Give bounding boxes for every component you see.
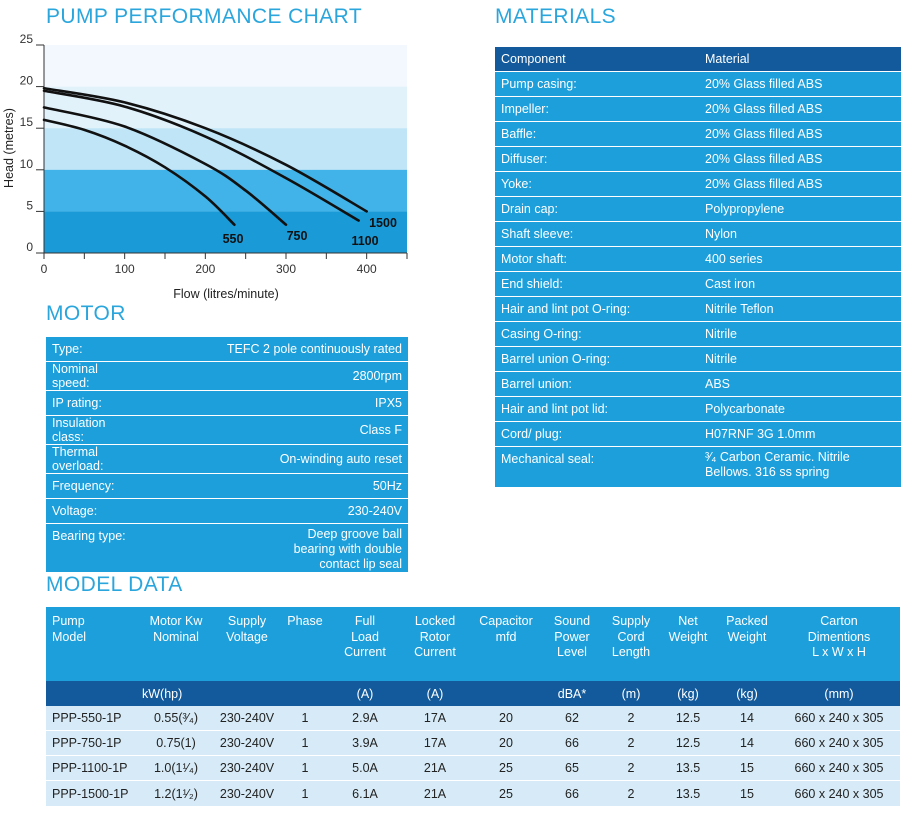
materials-component: Impeller: bbox=[495, 97, 699, 122]
materials-row bbox=[495, 397, 901, 422]
model-header-cell bbox=[778, 607, 900, 681]
materials-header-material: Material bbox=[699, 47, 901, 72]
materials-component: Barrel union O-ring: bbox=[495, 347, 699, 372]
materials-material: Nylon bbox=[699, 222, 901, 247]
motor-table bbox=[46, 337, 408, 572]
model-header-cell bbox=[470, 607, 542, 681]
model-unit-cell bbox=[46, 681, 138, 706]
motor-row bbox=[46, 362, 408, 391]
model-unit-cell: (m) bbox=[602, 681, 660, 706]
materials-component: Pump casing: bbox=[495, 72, 699, 97]
model-unit-cell: (kg) bbox=[716, 681, 778, 706]
pump-performance-chart bbox=[0, 30, 420, 310]
model-cell: 2 bbox=[602, 756, 660, 781]
model-unit-cell: (kg) bbox=[660, 681, 716, 706]
model-cell: 21A bbox=[400, 781, 470, 806]
model-header-line: Power bbox=[554, 629, 590, 644]
model-cell: 0.55(³⁄₄) bbox=[138, 706, 214, 731]
materials-component: Motor shaft: bbox=[495, 247, 699, 272]
model-cell: 660 x 240 x 305 bbox=[778, 731, 900, 756]
y-tick-label: 0 bbox=[26, 240, 33, 254]
model-header-row bbox=[46, 607, 900, 681]
model-header-line: Motor Kw bbox=[149, 614, 203, 628]
materials-table bbox=[495, 47, 901, 487]
model-cell: 25 bbox=[470, 756, 542, 781]
model-unit-cell: (A) bbox=[330, 681, 400, 706]
x-tick-label: 100 bbox=[114, 262, 135, 276]
model-header-cell bbox=[138, 607, 214, 681]
model-header-line: Cord bbox=[617, 629, 645, 644]
x-axis-title: Flow (litres/minute) bbox=[173, 287, 279, 301]
materials-component: Hair and lint pot lid: bbox=[495, 397, 699, 422]
model-cell: 20 bbox=[470, 706, 542, 731]
model-header-cell bbox=[660, 607, 716, 681]
model-cell: 0.75(1) bbox=[138, 731, 214, 756]
series-label-1500: 1500 bbox=[369, 216, 397, 230]
y-tick-label: 10 bbox=[19, 156, 33, 171]
motor-label: Bearing type: bbox=[52, 529, 126, 543]
materials-component: Diffuser: bbox=[495, 147, 699, 172]
motor-label: Nominal speed: bbox=[46, 362, 132, 391]
motor-label: Insulation class: bbox=[46, 416, 132, 445]
model-header-cell bbox=[716, 607, 778, 681]
model-cell: 1.0(1¹⁄₄) bbox=[138, 756, 214, 781]
motor-row bbox=[46, 445, 408, 474]
motor-value: 2800rpm bbox=[132, 362, 408, 391]
materials-component: Hair and lint pot O-ring: bbox=[495, 297, 699, 322]
motor-title: MOTOR bbox=[46, 302, 126, 325]
model-header-line: Voltage bbox=[226, 629, 268, 644]
model-cell: 5.0A bbox=[330, 756, 400, 781]
materials-component: Yoke: bbox=[495, 172, 699, 197]
model-cell: 62 bbox=[542, 706, 602, 731]
model-cell: 13.5 bbox=[660, 781, 716, 806]
model-header-line: Pump bbox=[52, 614, 85, 628]
motor-row bbox=[46, 499, 408, 524]
model-header-line: Load bbox=[351, 629, 379, 644]
y-tick-label: 5 bbox=[26, 198, 33, 213]
materials-row bbox=[495, 322, 901, 347]
model-header-line: Packed bbox=[726, 614, 768, 628]
materials-material: ABS bbox=[699, 372, 901, 397]
model-cell: 21A bbox=[400, 756, 470, 781]
materials-material: 20% Glass filled ABS bbox=[699, 172, 901, 197]
materials-row bbox=[495, 447, 901, 487]
model-unit-cell: (A) bbox=[400, 681, 470, 706]
model-header-cell bbox=[602, 607, 660, 681]
materials-row bbox=[495, 297, 901, 322]
model-header-cell bbox=[280, 607, 330, 681]
model-data-title: MODEL DATA bbox=[46, 573, 183, 596]
model-cell: PPP-750-1P bbox=[46, 731, 138, 756]
model-cell: 12.5 bbox=[660, 706, 716, 731]
model-cell: 230-240V bbox=[214, 706, 280, 731]
materials-row bbox=[495, 122, 901, 147]
model-row bbox=[46, 756, 900, 781]
model-header-cell bbox=[542, 607, 602, 681]
model-cell: 66 bbox=[542, 731, 602, 756]
model-header-line: Current bbox=[344, 645, 386, 659]
motor-value: TEFC 2 pole continuously rated bbox=[132, 337, 408, 362]
materials-material: Nitrile Teflon bbox=[699, 297, 901, 322]
model-cell: 15 bbox=[716, 756, 778, 781]
model-cell: 2 bbox=[602, 706, 660, 731]
model-header-line: Phase bbox=[287, 614, 323, 628]
model-cell: 2.9A bbox=[330, 706, 400, 731]
motor-value: Class F bbox=[132, 416, 408, 445]
model-cell: 1.2(1¹⁄₂) bbox=[138, 781, 214, 806]
model-header-line: Supply bbox=[611, 614, 651, 628]
model-cell: 14 bbox=[716, 731, 778, 756]
materials-row bbox=[495, 422, 901, 447]
model-cell: 17A bbox=[400, 706, 470, 731]
model-header-line: Carton bbox=[820, 614, 858, 628]
model-header-line: Locked bbox=[414, 614, 456, 628]
motor-value: IPX5 bbox=[132, 391, 408, 416]
motor-value: 230-240V bbox=[132, 499, 408, 524]
model-cell: 20 bbox=[470, 731, 542, 756]
model-cell: 1 bbox=[280, 781, 330, 806]
model-cell: 25 bbox=[470, 781, 542, 806]
materials-row bbox=[495, 247, 901, 272]
model-row bbox=[46, 706, 900, 731]
chart-title: PUMP PERFORMANCE CHART bbox=[46, 5, 363, 28]
model-header-cell bbox=[400, 607, 470, 681]
model-row bbox=[46, 731, 900, 756]
model-header-line: Full bbox=[354, 614, 376, 628]
materials-component: Barrel union: bbox=[495, 372, 699, 397]
x-tick-label: 0 bbox=[40, 262, 48, 276]
model-cell: 660 x 240 x 305 bbox=[778, 781, 900, 806]
materials-material: 20% Glass filled ABS bbox=[699, 72, 901, 97]
motor-label: Frequency: bbox=[46, 474, 132, 499]
materials-title: MATERIALS bbox=[495, 5, 617, 28]
model-cell: 12.5 bbox=[660, 731, 716, 756]
model-cell: 17A bbox=[400, 731, 470, 756]
model-cell: 2 bbox=[602, 731, 660, 756]
model-cell: 1 bbox=[280, 731, 330, 756]
model-header-line: mfd bbox=[495, 629, 517, 644]
materials-component: Baffle: bbox=[495, 122, 699, 147]
materials-row bbox=[495, 172, 901, 197]
materials-material: 20% Glass filled ABS bbox=[699, 97, 901, 122]
model-cell: 660 x 240 x 305 bbox=[778, 756, 900, 781]
model-cell: 66 bbox=[542, 781, 602, 806]
motor-row bbox=[46, 337, 408, 362]
model-header-line: Rotor bbox=[419, 629, 451, 644]
model-unit-cell bbox=[214, 681, 280, 706]
materials-component: Mechanical seal: bbox=[501, 452, 595, 466]
y-axis-title: Head (metres) bbox=[2, 108, 16, 188]
model-cell: 13.5 bbox=[660, 756, 716, 781]
y-tick-label: 25 bbox=[19, 32, 33, 46]
materials-row bbox=[495, 197, 901, 222]
model-header-line: Dimentions bbox=[807, 629, 871, 644]
materials-material: Polypropylene bbox=[699, 197, 901, 222]
materials-header-row bbox=[495, 47, 901, 72]
materials-row bbox=[495, 272, 901, 297]
model-header-line: Weight bbox=[668, 629, 708, 644]
model-cell: PPP-1100-1P bbox=[46, 756, 138, 781]
model-cell: 230-240V bbox=[214, 756, 280, 781]
materials-row bbox=[495, 222, 901, 247]
model-cell: 2 bbox=[602, 781, 660, 806]
motor-row bbox=[46, 474, 408, 499]
model-cell: 1 bbox=[280, 706, 330, 731]
model-cell: 65 bbox=[542, 756, 602, 781]
model-header-line: Nominal bbox=[153, 629, 199, 644]
model-cell: 1 bbox=[280, 756, 330, 781]
motor-label: IP rating: bbox=[46, 391, 132, 416]
motor-label: Type: bbox=[46, 337, 132, 362]
motor-label: Voltage: bbox=[46, 499, 132, 524]
model-header-line: Length bbox=[611, 645, 651, 659]
model-header-line: L x W x H bbox=[812, 645, 866, 659]
motor-value: 50Hz bbox=[132, 474, 408, 499]
model-unit-cell bbox=[470, 681, 542, 706]
motor-value: On-winding auto reset bbox=[132, 445, 408, 474]
materials-component: Cord/ plug: bbox=[495, 422, 699, 447]
model-header-line: Capacitor bbox=[479, 614, 533, 628]
materials-row bbox=[495, 97, 901, 122]
motor-row bbox=[46, 391, 408, 416]
x-tick-label: 400 bbox=[356, 262, 377, 276]
materials-header-component: Component bbox=[495, 47, 699, 72]
x-tick-label: 200 bbox=[195, 262, 216, 276]
model-cell: 14 bbox=[716, 706, 778, 731]
materials-material: 20% Glass filled ABS bbox=[699, 147, 901, 172]
model-cell: 230-240V bbox=[214, 781, 280, 806]
model-header-line: Weight bbox=[727, 629, 767, 644]
series-label-1100: 1100 bbox=[351, 234, 379, 248]
model-cell: 15 bbox=[716, 781, 778, 806]
model-cell: 660 x 240 x 305 bbox=[778, 706, 900, 731]
materials-component: Drain cap: bbox=[495, 197, 699, 222]
materials-component: Casing O-ring: bbox=[495, 322, 699, 347]
model-header-line: Net bbox=[678, 614, 698, 628]
model-cell: PPP-550-1P bbox=[46, 706, 138, 731]
model-header-line: Sound bbox=[553, 614, 591, 628]
materials-row bbox=[495, 372, 901, 397]
motor-label: Thermal overload: bbox=[46, 445, 132, 474]
materials-component: Shaft sleeve: bbox=[495, 222, 699, 247]
model-cell: PPP-1500-1P bbox=[46, 781, 138, 806]
motor-value: Deep groove ball bearing with double contact lip seal bbox=[293, 527, 402, 571]
model-header-cell bbox=[214, 607, 280, 681]
model-header-cell bbox=[46, 607, 138, 681]
motor-row bbox=[46, 524, 408, 572]
y-tick-label: 20 bbox=[19, 73, 33, 88]
motor-row bbox=[46, 416, 408, 445]
model-cell: 230-240V bbox=[214, 731, 280, 756]
chart-background-bands bbox=[44, 45, 407, 253]
model-header-line: Supply bbox=[227, 614, 267, 628]
materials-material: Nitrile bbox=[699, 347, 901, 372]
model-data-table bbox=[46, 607, 900, 806]
model-unit-cell: (mm) bbox=[778, 681, 900, 706]
y-tick-label: 15 bbox=[19, 115, 33, 130]
materials-component: End shield: bbox=[495, 272, 699, 297]
chart-band bbox=[44, 45, 407, 87]
model-header-cell bbox=[330, 607, 400, 681]
materials-material: H07RNF 3G 1.0mm bbox=[699, 422, 901, 447]
series-label-550: 550 bbox=[222, 232, 244, 246]
series-label-750: 750 bbox=[286, 229, 308, 243]
model-header-line: Model bbox=[52, 629, 87, 644]
model-header-line: Level bbox=[557, 645, 587, 659]
materials-row bbox=[495, 147, 901, 172]
model-cell: 3.9A bbox=[330, 731, 400, 756]
model-unit-cell: kW(hp) bbox=[138, 681, 214, 706]
materials-row bbox=[495, 347, 901, 372]
materials-material: 20% Glass filled ABS bbox=[699, 122, 901, 147]
materials-material: Nitrile bbox=[699, 322, 901, 347]
materials-material: 400 series bbox=[699, 247, 901, 272]
x-tick-label: 300 bbox=[275, 262, 297, 276]
model-cell: 6.1A bbox=[330, 781, 400, 806]
materials-row bbox=[495, 72, 901, 97]
materials-material: Cast iron bbox=[699, 272, 901, 297]
model-header-line: Current bbox=[414, 645, 456, 659]
model-unit-cell bbox=[280, 681, 330, 706]
model-unit-cell: dBA* bbox=[542, 681, 602, 706]
model-units-row bbox=[46, 681, 900, 706]
chart-band bbox=[44, 87, 407, 129]
materials-material: ³⁄₄ Carbon Ceramic. Nitrile Bellows. 316 ss spring bbox=[705, 450, 850, 479]
model-row bbox=[46, 781, 900, 806]
materials-material: Polycarbonate bbox=[699, 397, 901, 422]
